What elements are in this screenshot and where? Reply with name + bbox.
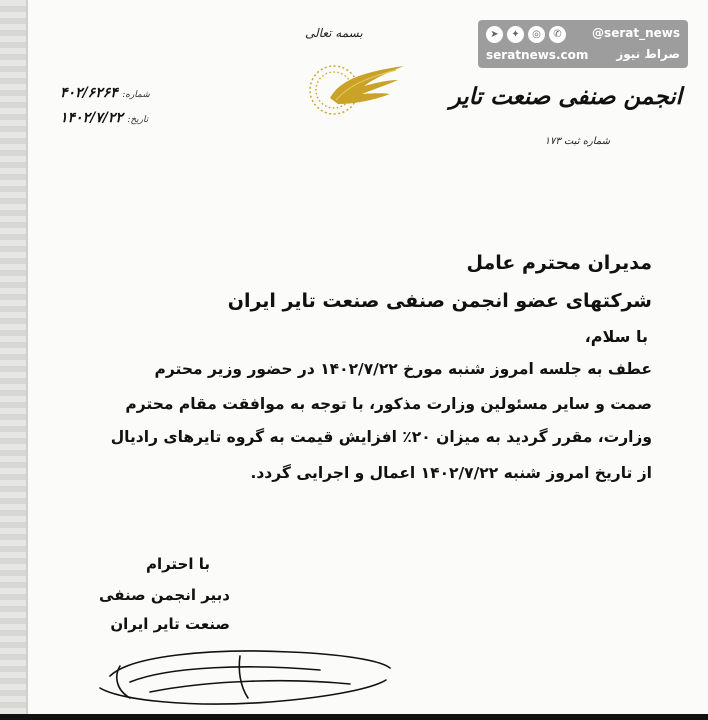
letter-number [60,85,150,101]
binding-strip [0,0,26,720]
whatsapp-icon: ✆ [549,26,566,43]
page-edge [26,0,28,720]
bottom-edge [0,714,708,720]
organization-name: انجمن صنفی صنعت تایر [449,83,682,110]
body-line-3: وزارت، مقرر گردید به میزان ۲۰٪ افزایش قیمت به گروه تایرهای رادیال [110,428,652,446]
basmala: بسمه تعالی [305,26,363,40]
greeting: با سلام، [584,327,648,346]
registration-number: شماره ثبت ۱۷۳ [544,136,610,147]
addressee-line1: مدیران محترم عامل [466,252,652,274]
wing-logo-icon [300,58,410,118]
letter-date [60,110,148,126]
body-line-4: از تاریخ امروز شنبه ۱۴۰۲/۷/۲۲ اعمال و اجرایی گردد. [250,464,652,482]
addressee-line2: شرکتهای عضو انجمن صنفی صنعت تایر ایران [227,290,652,312]
body-line-1: عطف به جلسه امروز شنبه مورخ ۱۴۰۲/۷/۲۲ در حضور وزیر محترم [154,360,652,378]
instagram-icon: ◎ [528,26,545,43]
body-line-2: صمت و سایر مسئولین وزارت مذکور، با توجه به موافقت مقام محترم [125,395,652,413]
telegram-icon: ➤ [486,26,503,43]
social-icons [486,26,566,43]
watermark-badge [478,20,688,68]
closing-organization: صنعت تایر ایران [110,615,230,633]
closing-title: دبیر انجمن صنفی [99,586,230,604]
closing-regards: با احترام [145,555,210,573]
watermark-site: seratnews.com [486,48,589,62]
watermark-brand: صراط نیوز [616,47,680,61]
letter-number-label: شماره: [122,90,150,100]
letter-number-value: ۴۰۲/۶۲۶۴ [60,85,118,101]
letter-date-value: ۱۴۰۲/۷/۲۲ [60,110,123,126]
twitter-icon: ✦ [507,26,524,43]
watermark-handle: @serat_news [592,26,680,40]
signature [90,636,400,716]
letter-date-label: تاریخ: [127,115,149,125]
